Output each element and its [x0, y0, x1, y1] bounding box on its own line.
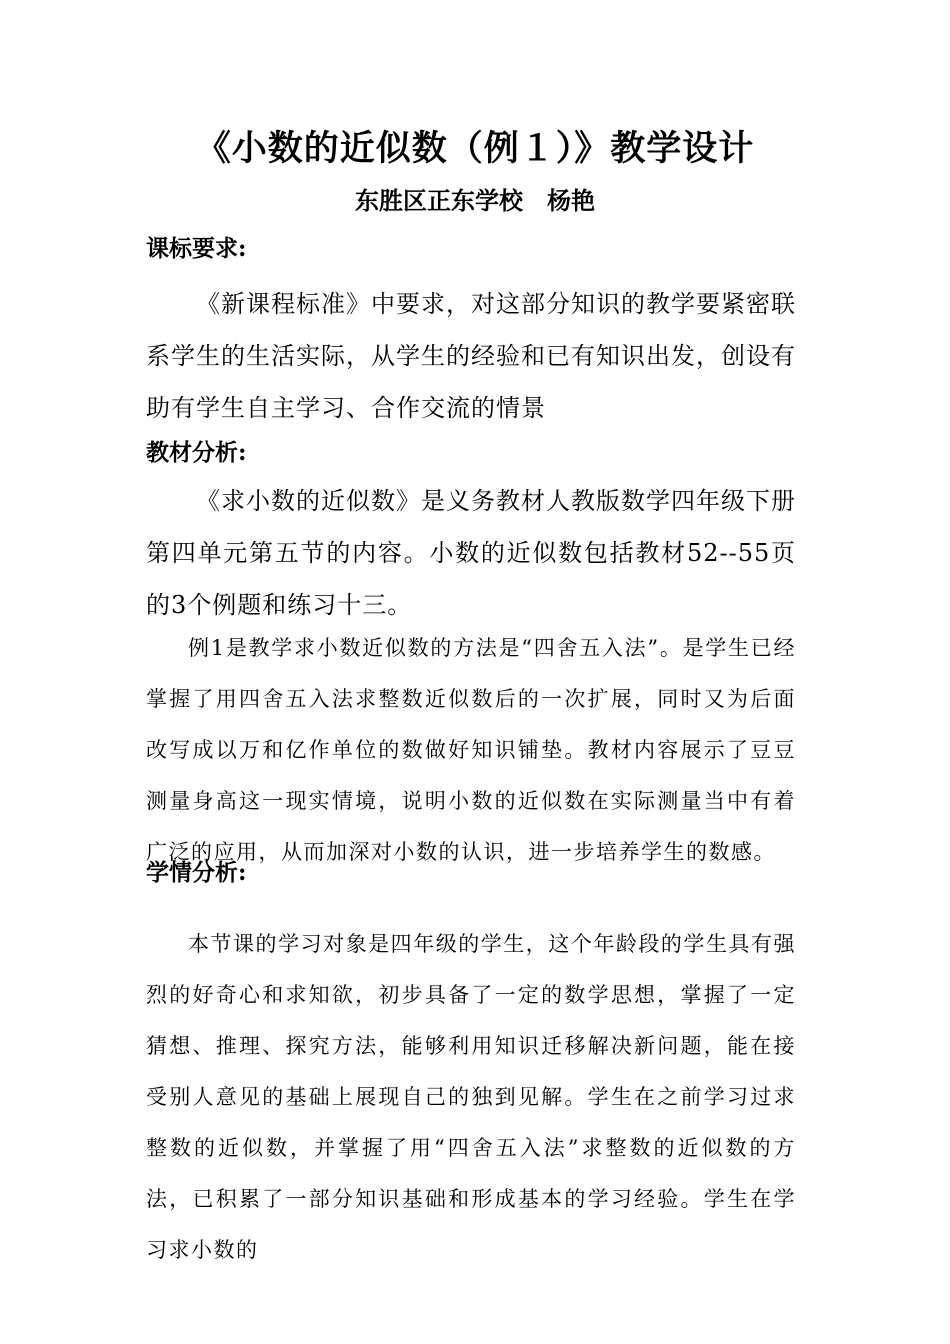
paragraph-textbook-analysis-1: 《求小数的近似数》是义务教材人教版数学四年级下册第四单元第五节的内容。小数的近似数包括教材52--55页的3个例题和练习十三。	[146, 487, 796, 619]
paragraph-textbook-analysis-2: 例1是教学求小数近似数的方法是“四舍五入法”。是学生已经掌握了用四舍五入法求整数近似数后的一次扩展，同时又为后面改写成以万和亿作单位的数做好知识铺垫。教材内容展示了豆豆测量身高这一现实情境，说明小数的近似数在实际测量当中有着广泛的应用，从而加深对小数的认识，进一步培养学生的数感。	[146, 636, 796, 864]
paragraph-student-analysis: 本节课的学习对象是四年级的学生，这个年龄段的学生具有强烈的好奇心和求知欲，初步具备了一定的数学思想，掌握了一定猜想、推理、探究方法，能够利用知识迁移解决新问题，能在接受别人意见的基础上展现自己的独到见解。学生在之前学习过求整数的近似数，并掌握了用“四舍五入法”求整数的近似数的方法，已积累了一部分知识基础和形成基本的学习经验。学生在学习求小数的	[146, 932, 796, 1262]
author-line: 东胜区正东学校 杨艳	[355, 186, 595, 215]
paragraph-curriculum-requirements: 《新课程标准》中要求，对这部分知识的教学要紧密联系学生的生活实际，从学生的经验和已有知识出发，创设有助有学生自主学习、合作交流的情景	[146, 290, 796, 422]
section-heading-textbook-analysis: 教材分析:	[146, 439, 247, 466]
section-heading-curriculum-requirements: 课标要求:	[146, 235, 247, 262]
document-title: 《小数的近似数（例１）》教学设计	[195, 128, 755, 169]
section-heading-student-analysis: 学情分析:	[146, 859, 247, 886]
